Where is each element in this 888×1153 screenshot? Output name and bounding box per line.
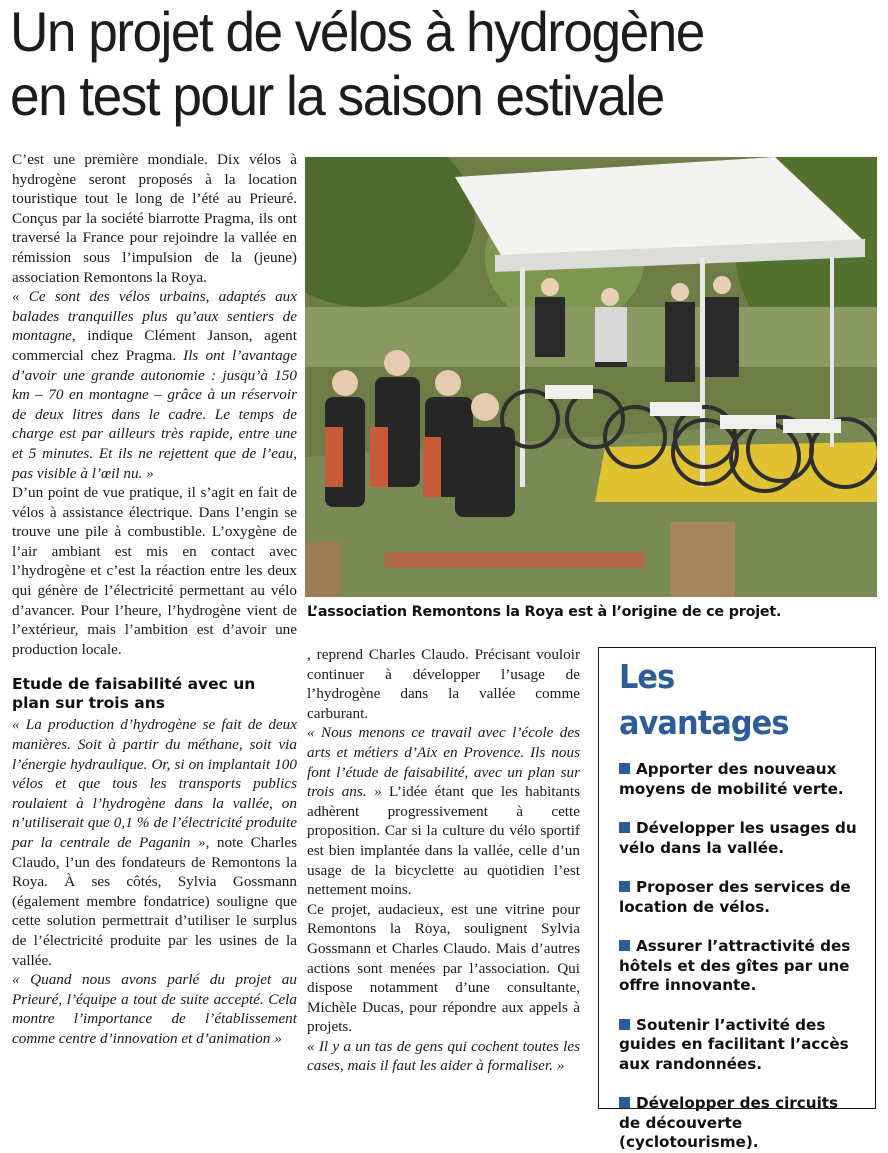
quote-4: « Nous menons ce travail avec l’école des arts et métiers d’Aix en Provence. Ils nous font l’étude de faisabilité, avec un plan sur trois ans. » — [307, 724, 580, 801]
advantage-text: Assurer l’attractivité des hôtels et des gîtes par une offre innovante. — [619, 937, 851, 994]
square-bullet-icon — [619, 822, 630, 833]
paragraph-2: D’un point de vue pratique, il s’agit en fait de vélos à assistance électrique. Dans l’engin se trouve une pile à combustible. L’oxygène de l’air ambiant est mis en contact avec l’hydrogène et c’est la réaction entre les deux qui génère de l’électricité permettant au vélo d’avancer. Pour l’heure, l’hydrogène vient de l’extérieur, mais l’ambition est d’avoir une production locale. — [12, 484, 297, 658]
headline-line-1: Un projet de vélos à hydrogène — [10, 0, 704, 63]
square-bullet-icon — [619, 763, 630, 774]
paragraph-5: L’idée étant que les habitants adhèrent progressivement à cette proposition. Car si la culture du vélo sportif est bien implantée dans la vallée, celle d’un usage de la bicyclette au quotidien l’est nettement moins. — [307, 783, 580, 899]
advantage-item — [619, 1016, 863, 1075]
advantages-box — [598, 647, 876, 1151]
photo-caption: L’association Remontons la Roya est à l’origine de ce projet. — [307, 604, 782, 620]
quote-3: « Quand nous avons parlé du projet au Prieuré, l’équipe a tout de suite accepté. Cela montre l’importance de l’établissement comme centre d’innovation et d’animation » — [12, 971, 297, 1047]
paragraph-4-text: , reprend Charles Claudo. Précisant vouloir continuer à développer l’usage de l’hydrogène dans la vallée comme carburant. — [307, 646, 580, 722]
quote-1b: Ils ont l’avantage d’avoir une grande autonomie : jusqu’à 150 km – 70 en montagne – grâce à un réservoir de deux litres dans le cadre. Le temps de charge est par ailleurs très rapide, entre une et 5 minutes. Et ils ne rejettent que de l’eau, pas visible à l’œil nu. » — [12, 346, 298, 482]
advantage-text: Développer des circuits de découverte (cyclotourisme). — [619, 1094, 839, 1151]
quote-paragraph-1 — [12, 287, 297, 483]
quote-1-attribution: , indique Clément Janson, agent commercial chez Pragma. — [12, 327, 297, 364]
subheading: Etude de faisabilité avec un plan sur trois ans — [12, 675, 256, 713]
article-column-1 — [12, 150, 297, 1049]
intro-paragraph: C’est une première mondiale. Dix vélos à hydrogène seront proposés à la location touristique tout le long de l’été au Prieuré. Conçus par la société biarrotte Pragma, ils ont traversé la France pour rejoindre la vallée en rémission sous l’impulsion de la (jeune) association Remontons la Roya. — [12, 151, 297, 286]
article-photo — [305, 157, 877, 597]
square-bullet-icon — [619, 940, 630, 951]
square-bullet-icon — [619, 1097, 630, 1108]
quote-2: « La production d’hydrogène se fait de deux manières. Soit à partir du méthane, soit via l’énergie hydraulique. Or, si on implantait 100 vélos et que tous les transports publics roulaient à l’hydrogène dans la vallée, on n’utiliserait que 0,1 % de l’électricité produite par la centrale de Paganin » — [12, 716, 297, 851]
headline-line-2: en test pour la saison estivale — [10, 64, 664, 127]
advantage-text: Apporter des nouveaux moyens de mobilité verte. — [619, 760, 844, 798]
quote-paragraph-3 — [12, 970, 297, 1048]
advantage-text: Soutenir l’activité des guides en facilitant l’accès aux randonnées. — [619, 1015, 849, 1073]
quote-1a: « Ce sont des vélos urbains, adaptés aux balades tranquilles plus qu’aux sentiers de montagne — [12, 288, 297, 345]
advantages-title: Les avantages — [619, 657, 789, 742]
advantage-item — [619, 937, 863, 996]
quote-paragraph-2 — [12, 715, 297, 970]
quote-5: « Il y a un tas de gens qui cochent toutes les cases, mais il faut les aider à formaliser. » — [307, 1037, 580, 1075]
advantage-text: Proposer des services de location de vélos. — [619, 878, 851, 916]
advantage-item — [619, 819, 863, 858]
article-column-2 — [307, 645, 580, 1076]
square-bullet-icon — [619, 881, 630, 892]
advantage-item — [619, 760, 863, 799]
paragraph-6: Ce projet, audacieux, est une vitrine pour Remontons la Roya, soulignent Sylvia Gossmann et Charles Claudo. Mais d’autres actions sont menées par l’association. Qui dispose notamment d’une consultante, Michèle Ducas, pour répondre aux appels à projets. — [307, 900, 580, 1036]
square-bullet-icon — [619, 1019, 630, 1030]
paragraph-3: , note Charles Claudo, l’un des fondateurs de Remontons la Roya. À ses côtés, Sylvia Gossmann (également membre fondatrice) souligne que cette solution permettrait d’utiliser le surplus de l’électricité produite par les usines de la vallée. — [12, 834, 297, 969]
paragraph-4 — [307, 645, 580, 723]
headline — [10, 0, 841, 128]
advantage-item — [619, 878, 863, 917]
quote-paragraph-4 — [307, 723, 580, 899]
advantage-item — [619, 1094, 863, 1153]
advantage-text: Développer les usages du vélo dans la vallée. — [619, 819, 857, 857]
photo-illustration — [305, 157, 877, 597]
